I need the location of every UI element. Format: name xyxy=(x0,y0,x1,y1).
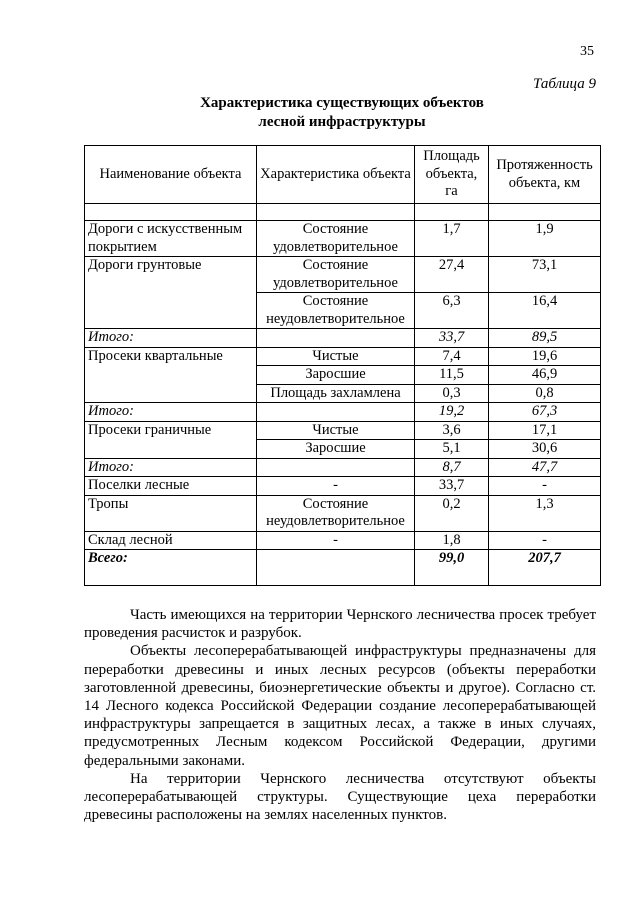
cell-length: 1,9 xyxy=(489,221,601,257)
cell-length: 207,7 xyxy=(489,550,601,586)
cell-area: 11,5 xyxy=(415,366,489,385)
cell-characteristic: Состояние удовлетворительное xyxy=(257,221,415,257)
cell-area: 1,8 xyxy=(415,531,489,550)
cell-name: Просеки квартальные xyxy=(85,347,257,366)
cell-length: 16,4 xyxy=(489,293,601,329)
table-row xyxy=(85,293,601,329)
subtotal-row xyxy=(85,403,601,422)
subtotal-row xyxy=(85,329,601,348)
cell-characteristic: Состояние неудовлетворительное xyxy=(257,293,415,329)
table-row xyxy=(85,531,601,550)
subtotal-row xyxy=(85,458,601,477)
cell-characteristic: Площадь захламлена xyxy=(257,384,415,403)
cell-characteristic: Заросшие xyxy=(257,366,415,385)
cell-name: Дороги грунтовые xyxy=(85,257,257,293)
cell-length: 73,1 xyxy=(489,257,601,293)
table-header-row xyxy=(85,146,601,204)
header-name: Наименование объекта xyxy=(85,146,257,204)
caption-line: лесной инфраструктуры xyxy=(258,114,426,130)
table-row xyxy=(85,347,601,366)
cell-area: 7,4 xyxy=(415,347,489,366)
cell-area: 27,4 xyxy=(415,257,489,293)
total-row xyxy=(85,550,601,586)
cell-area: 0,3 xyxy=(415,384,489,403)
cell-length: 30,6 xyxy=(489,440,601,459)
cell-length: 47,7 xyxy=(489,458,601,477)
table-spacer-row xyxy=(85,204,601,221)
table-row xyxy=(85,495,601,531)
cell-area: 6,3 xyxy=(415,293,489,329)
cell-area: 33,7 xyxy=(415,329,489,348)
cell-characteristic: Заросшие xyxy=(257,440,415,459)
cell-area: 5,1 xyxy=(415,440,489,459)
paragraph: Объекты лесоперерабатывающей инфраструктуры предназначены для переработки древесины и иных лесных ресурсов (объекты переработки заготовленной древесины, биоэнергетические объекты и другое). Согласно ст. 14 Лесного кодекса Российской Федерации создание лесоперерабатывающей инфраструктуры запрещается в защитных лесах, а также в иных случаях, предусмотренных Лесным кодексом Российской Федерации, другими федеральными законами. xyxy=(84,643,596,769)
paragraph: Часть имеющихся на территории Чернского лесничества просек требует проведения расчисток и разрубок. xyxy=(84,607,596,642)
cell-name: Склад лесной xyxy=(85,531,257,550)
table-row xyxy=(85,384,601,403)
cell-area: 0,2 xyxy=(415,495,489,531)
cell-length: - xyxy=(489,477,601,496)
cell-name xyxy=(85,293,257,329)
cell-characteristic xyxy=(257,329,415,348)
cell-characteristic: Чистые xyxy=(257,347,415,366)
cell-name xyxy=(85,384,257,403)
cell-length: 1,3 xyxy=(489,495,601,531)
table-row xyxy=(85,257,601,293)
cell-length: 67,3 xyxy=(489,403,601,422)
cell-name: Дороги с искусственным покрытием xyxy=(85,221,257,257)
cell-area: 19,2 xyxy=(415,403,489,422)
table-row xyxy=(85,477,601,496)
table-label: Таблица 9 xyxy=(533,76,596,92)
infrastructure-table xyxy=(84,145,601,586)
cell-length: - xyxy=(489,531,601,550)
cell-name xyxy=(85,366,257,385)
cell-length: 46,9 xyxy=(489,366,601,385)
body-text xyxy=(84,606,596,824)
cell-characteristic xyxy=(257,403,415,422)
paragraph: На территории Чернского лесничества отсутствуют объекты лесоперерабатывающей структуры. Существующие цеха переработки древесины расположены на землях населенных пунктов. xyxy=(84,770,596,824)
cell-length: 89,5 xyxy=(489,329,601,348)
cell-characteristic: Чистые xyxy=(257,421,415,440)
header-length: Протяженность объекта, км xyxy=(489,146,601,204)
table-row xyxy=(85,366,601,385)
cell-name: Тропы xyxy=(85,495,257,531)
cell-area: 1,7 xyxy=(415,221,489,257)
cell-characteristic xyxy=(257,550,415,586)
header-characteristic: Характеристика объекта xyxy=(257,146,415,204)
cell-area: 3,6 xyxy=(415,421,489,440)
cell-area: 8,7 xyxy=(415,458,489,477)
page-number: 35 xyxy=(580,44,594,59)
cell-characteristic xyxy=(257,458,415,477)
table-row xyxy=(85,221,601,257)
cell-characteristic: Состояние удовлетворительное xyxy=(257,257,415,293)
table-caption xyxy=(84,94,600,132)
cell-name: Всего: xyxy=(85,550,257,586)
cell-name: Итого: xyxy=(85,403,257,422)
cell-name: Итого: xyxy=(85,329,257,348)
cell-area: 99,0 xyxy=(415,550,489,586)
table-row xyxy=(85,440,601,459)
header-area: Площадь объекта, га xyxy=(415,146,489,204)
table-row xyxy=(85,421,601,440)
cell-length: 17,1 xyxy=(489,421,601,440)
cell-name: Просеки граничные xyxy=(85,421,257,440)
cell-characteristic: Состояние неудовлетворительное xyxy=(257,495,415,531)
cell-characteristic: - xyxy=(257,477,415,496)
caption-line: Характеристика существующих объектов xyxy=(200,95,484,111)
cell-name xyxy=(85,440,257,459)
cell-area: 33,7 xyxy=(415,477,489,496)
cell-length: 19,6 xyxy=(489,347,601,366)
cell-characteristic: - xyxy=(257,531,415,550)
cell-name: Итого: xyxy=(85,458,257,477)
cell-name: Поселки лесные xyxy=(85,477,257,496)
cell-length: 0,8 xyxy=(489,384,601,403)
